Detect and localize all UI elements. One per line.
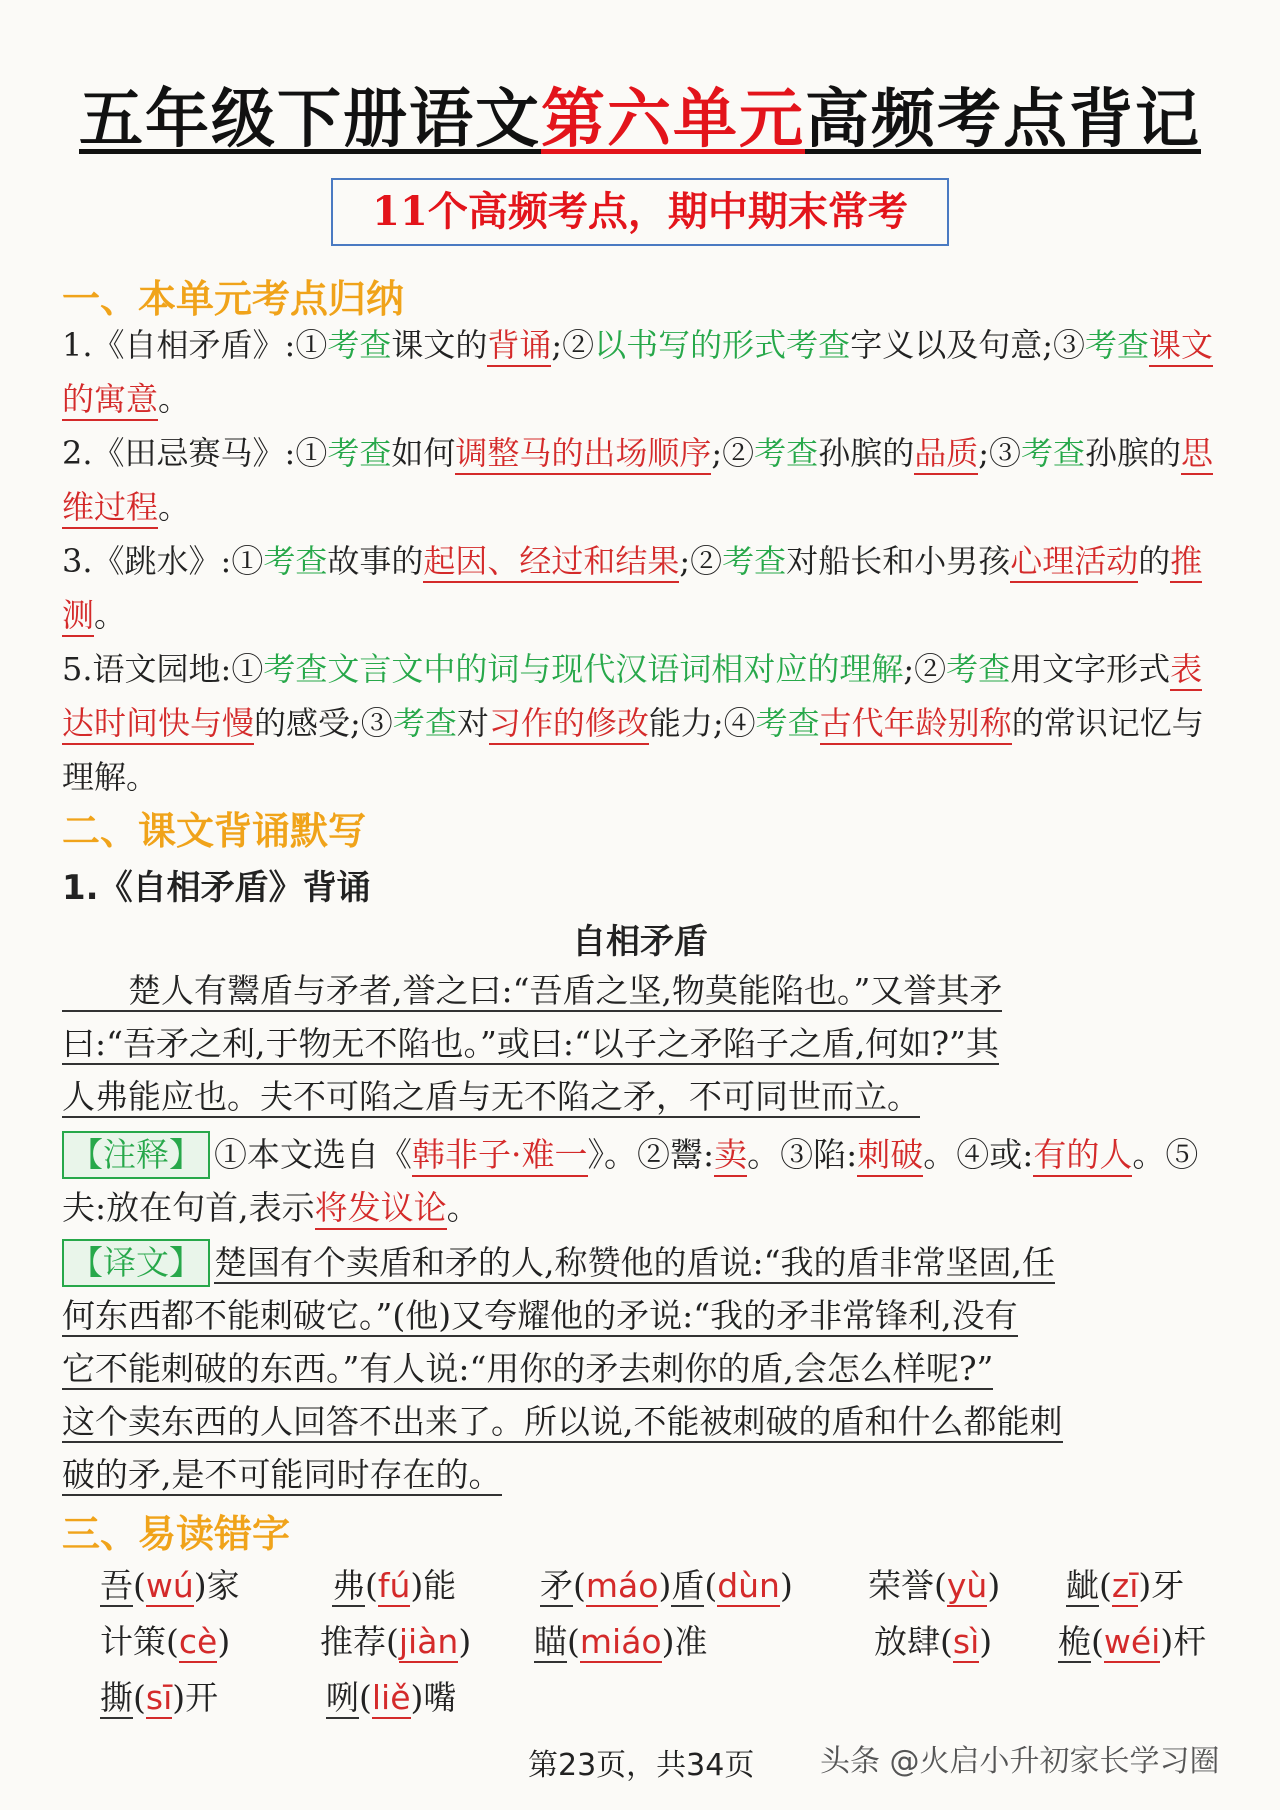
note-text: 。⑤夫:放在句首,表示 [62,1135,1199,1227]
pinyin-item: 瞄(miáo)准 [534,1622,708,1661]
classic-text [62,964,1222,1123]
point-keyword: 考查 [392,704,457,742]
pinyin-rest: 嘴 [423,1678,457,1717]
classic-line: 楚人有鬻盾与矛者,誉之曰:“吾盾之坚,物莫能陷也。”又誉其矛 [62,971,1003,1010]
point-text: 对船长和小男孩 [786,542,1011,580]
point-keyword: 考查 [722,542,787,580]
pinyin-item: 荣誉(yù) [868,1566,1001,1605]
pinyin-item: 撕(sī)开 [100,1678,219,1717]
point-keyword: 以书写的形式考查 [594,326,851,364]
point-emphasis: 调整马的出场顺序 [455,434,711,475]
point-keyword: 考查 [755,704,820,742]
translation-line: 破的矛,是不可能同时存在的。 [62,1455,502,1494]
annotation-tag: 【注释】 [62,1131,210,1179]
point-emphasis: 思维过程 [62,434,1213,529]
pinyin-char: 放肆 [874,1622,940,1661]
point-text: 1.《自相矛盾》:① [62,326,328,364]
point-emphasis: 起因、经过和结果 [423,542,679,583]
translation-line: 楚国有个卖盾和矛的人,称赞他的盾说:“我的盾非常坚固,任 [214,1243,1055,1282]
point-text: 课文的 [391,326,488,364]
classic-line: 人弗能应也。夫不可陷之盾与无不陷之矛，不可同世而立。 [62,1077,920,1116]
point-2 [62,426,1222,534]
translation-line: 这个卖东西的人回答不出来了。所以说,不能被刺破的盾和什么都能刺 [62,1402,1063,1441]
pinyin-reading: jiàn [398,1622,459,1661]
point-text: 3.《跳水》:① [62,542,264,580]
point-3 [62,534,1222,642]
pinyin-char: 荣誉 [868,1566,934,1605]
pinyin-reading: fú [377,1566,411,1605]
pinyin-item: 放肆(sì) [874,1622,993,1661]
point-1 [62,318,1222,426]
pinyin-reading: miáo [579,1622,662,1661]
pinyin-char: 矛 [540,1566,573,1605]
point-keyword: 考查 [1084,326,1149,364]
pinyin-char: 吾 [100,1566,133,1605]
point-text: ;② [903,650,947,688]
point-text: 的感受;③ [254,704,393,742]
point-emphasis: 推测 [62,542,1202,637]
point-text: 。 [158,380,191,418]
point-emphasis: 古代年龄别称 [820,704,1012,745]
note-text: 。④或: [923,1135,1034,1174]
section-heading-2: 二、课文背诵默写 [62,809,367,853]
pinyin-char: 盾 [671,1566,705,1605]
point-emphasis: 课文的寓意 [62,326,1213,421]
pinyin-char: 推荐 [320,1622,386,1661]
point-text: ;② [551,326,595,364]
point-text: 孙膑的 [1085,434,1182,472]
point-text: 故事的 [327,542,424,580]
annotation-block [62,1128,1222,1234]
point-keyword: 考查 [1021,434,1086,472]
pinyin-reading: wéi [1103,1622,1161,1661]
point-text: 。 [94,596,127,634]
pinyin-reading: dùn [717,1566,780,1605]
point-keyword: 考查 [754,434,819,472]
pinyin-char: 撕 [100,1678,133,1717]
pinyin-rest: 开 [185,1678,219,1717]
translation-block [62,1236,1222,1501]
point-text: 用文字形式 [1010,650,1171,688]
pinyin-reading: yù [946,1566,988,1605]
pinyin-item: 推荐(jiàn) [320,1622,472,1661]
point-emphasis: 习作的修改 [489,704,649,745]
note-text: 》。②鬻: [587,1135,715,1174]
point-emphasis: 背诵 [487,326,551,367]
translation-line: 何东西都不能刺破它。”(他)又夸耀他的矛说:“我的矛非常锋利,没有 [62,1296,1018,1335]
point-text: 5.语文园地:① [62,650,264,688]
pinyin-rest: 牙 [1151,1566,1185,1605]
note-text: 。③陷: [747,1135,858,1174]
pinyin-item: 咧(liě)嘴 [326,1678,457,1717]
pinyin-item: 龇(zī)牙 [1066,1566,1185,1605]
section-heading-3: 三、易读错字 [62,1512,291,1556]
point-keyword: 考查 [327,434,392,472]
pinyin-char: 桅 [1058,1622,1091,1661]
point-text: ;③ [978,434,1022,472]
pinyin-reading: sì [952,1622,980,1661]
page-number: 第23页，共34页 [528,1748,755,1783]
pinyin-item: 弗(fú)能 [332,1566,457,1605]
point-text: 对 [456,704,489,742]
pinyin-reading: wú [145,1566,194,1605]
title-pre: 五年级下册语文 [79,83,541,157]
title-post: 高频考点背记 [805,83,1201,157]
pinyin-reading: liě [371,1678,411,1717]
note-emphasis: 韩非子·难一 [412,1135,588,1177]
pinyin-item: 吾(wú)家 [100,1566,240,1605]
note-text: ①本文选自《 [214,1135,412,1174]
pinyin-char: 咧 [326,1678,359,1717]
point-text: 如何 [391,434,456,472]
pinyin-char: 计策 [100,1622,166,1661]
page-title [0,68,1280,160]
point-text: 的 [1138,542,1171,580]
pinyin-grid [62,1560,1222,1750]
pinyin-reading: sī [145,1678,173,1717]
pinyin-item: 桅(wéi)杆 [1058,1622,1207,1661]
point-text: 。 [158,488,191,526]
pinyin-item: 计策(cè) [100,1622,231,1661]
pinyin-rest: 能 [423,1566,457,1605]
pinyin-rest: 杆 [1173,1622,1207,1661]
point-keyword: 考查 [327,326,392,364]
point-keyword: 考查 [946,650,1011,688]
pinyin-reading: máo [585,1566,659,1605]
point-emphasis: 心理活动 [1010,542,1138,583]
point-text: 的常识记忆与理解。 [62,704,1204,796]
subtitle-box: 11个高频考点，期中期末常考 [331,178,949,246]
point-text: 字义以及句意;③ [850,326,1085,364]
point-keyword: 考查 [263,542,328,580]
point-text: 能力;④ [648,704,756,742]
point-text: ;② [711,434,755,472]
point-emphasis: 品质 [914,434,978,475]
pinyin-reading: cè [178,1622,218,1661]
recite-heading: 1.《自相矛盾》背诵 [62,868,371,908]
title-highlight: 第六单元 [541,83,805,157]
pinyin-char: 瞄 [534,1622,567,1661]
section-heading-1: 一、本单元考点归纳 [62,277,405,321]
note-emphasis: 卖 [714,1135,747,1177]
pinyin-rest: 准 [674,1622,708,1661]
point-5 [62,642,1222,804]
translation-line: 它不能刺破的东西。”有人说:“用你的矛去刺你的盾,会怎么样呢?” [62,1349,994,1388]
point-text: 2.《田忌赛马》:① [62,434,328,472]
pinyin-char: 龇 [1066,1566,1099,1605]
note-text: 。 [446,1188,480,1227]
point-emphasis: 表达时间快与慢 [62,650,1202,745]
point-text: ;② [679,542,723,580]
note-emphasis: 刺破 [857,1135,923,1177]
translation-tag: 【译文】 [62,1239,210,1287]
point-text: 孙膑的 [818,434,915,472]
note-emphasis: 将发议论 [315,1188,447,1230]
watermark: 头条 @火启小升初家长学习圈 [820,1744,1220,1779]
classic-title: 自相矛盾 [572,922,708,962]
pinyin-reading: zī [1111,1566,1139,1605]
note-emphasis: 有的人 [1033,1135,1132,1177]
pinyin-rest: 家 [206,1566,240,1605]
classic-line: 曰:“吾矛之利,于物无不陷也。”或曰:“以子之矛陷子之盾,何如?”其 [62,1024,999,1063]
pinyin-item: 矛(máo)盾(dùn) [540,1566,793,1605]
pinyin-char: 弗 [332,1566,365,1605]
point-keyword: 考查文言文中的词与现代汉语词相对应的理解 [263,650,904,688]
